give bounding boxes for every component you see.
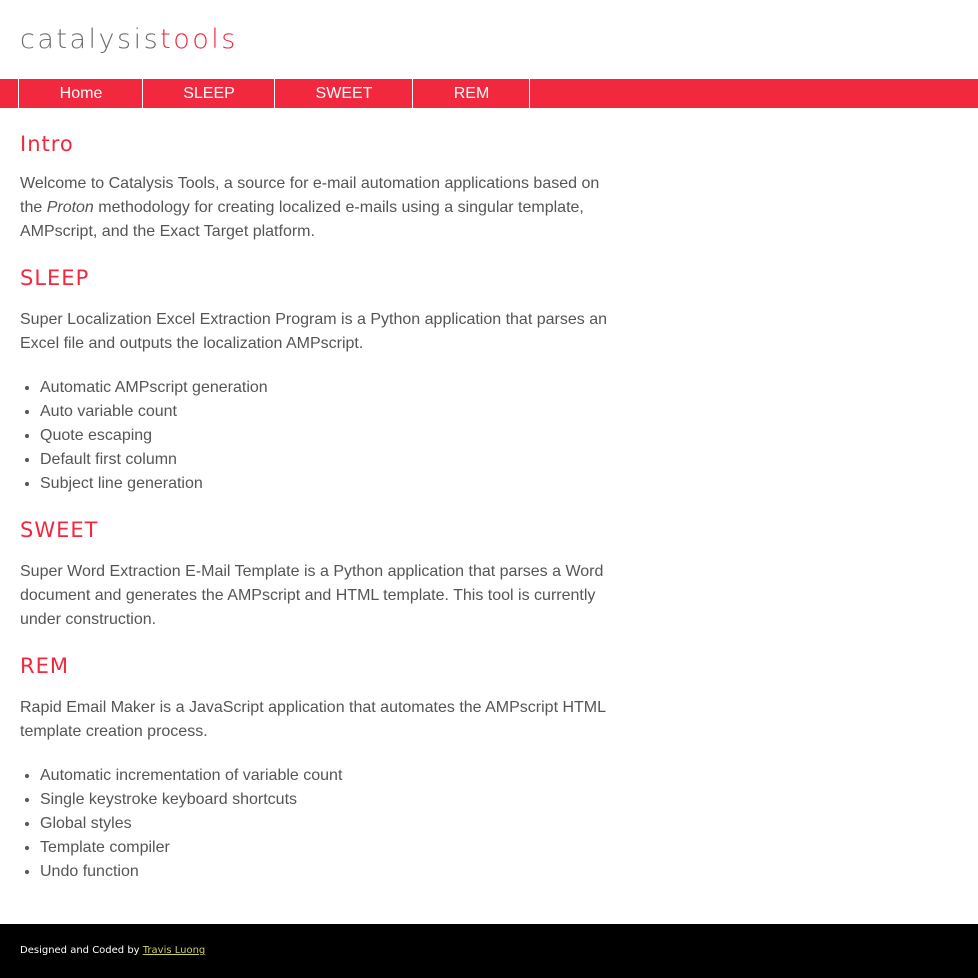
intro-body bbox=[20, 172, 620, 244]
sleep-description: Super Localization Excel Extraction Program is a Python application that parses an Excel file and outputs the localization AMPscript. bbox=[20, 311, 607, 352]
footer-text: Designed and Coded by bbox=[20, 945, 143, 956]
site-logo[interactable] bbox=[20, 24, 238, 55]
nav-sweet[interactable]: SWEET bbox=[274, 79, 413, 108]
site-footer bbox=[0, 924, 978, 978]
intro-paragraph bbox=[20, 172, 620, 244]
list-item: • Automatic incrementation of variable count bbox=[40, 764, 620, 788]
list-item: • Subject line generation bbox=[40, 472, 620, 496]
list-item: • Quote escaping bbox=[40, 424, 620, 448]
sleep-feature-list bbox=[20, 376, 620, 496]
nav-divider bbox=[529, 79, 530, 108]
list-item: • Default first column bbox=[40, 448, 620, 472]
main-nav bbox=[0, 79, 978, 108]
list-item: • Template compiler bbox=[40, 836, 620, 860]
intro-text-start: Welcome to Catalysis Tools, a source for e-mail automation applications based on the bbox=[20, 175, 600, 216]
sleep-features bbox=[20, 376, 620, 496]
rem-description: Rapid Email Maker is a JavaScript application that automates the AMPscript HTML template creation process. bbox=[20, 699, 606, 740]
nav-home[interactable]: Home bbox=[18, 79, 143, 108]
intro-text-end: methodology for creating localized e-mails using a singular template, AMPscript, and the Exact Target platform. bbox=[20, 199, 584, 240]
site-header bbox=[0, 0, 978, 79]
sleep-body bbox=[20, 308, 620, 356]
sweet-description: Super Word Extraction E-Mail Template is a Python application that parses a Word document and generates the AMPscript and HTML template. This tool is currently under construction. bbox=[20, 563, 604, 628]
list-item: • Undo function bbox=[40, 860, 620, 884]
list-item: • Single keystroke keyboard shortcuts bbox=[40, 788, 620, 812]
rem-body bbox=[20, 696, 620, 744]
list-item: • Auto variable count bbox=[40, 400, 620, 424]
list-item: • Global styles bbox=[40, 812, 620, 836]
intro-emphasis: Proton bbox=[46, 199, 94, 216]
logo-accent-text: tools bbox=[160, 24, 238, 55]
nav-sleep[interactable]: SLEEP bbox=[142, 79, 275, 108]
nav-rem[interactable]: REM bbox=[412, 79, 530, 108]
sweet-body bbox=[20, 560, 620, 632]
logo-text: catalysis bbox=[20, 24, 161, 55]
author-link[interactable]: Travis Luong bbox=[142, 945, 206, 956]
list-item: • Automatic AMPscript generation bbox=[40, 376, 620, 400]
rem-features bbox=[20, 764, 620, 884]
footer-credit bbox=[20, 945, 205, 956]
rem-feature-list bbox=[20, 764, 620, 884]
